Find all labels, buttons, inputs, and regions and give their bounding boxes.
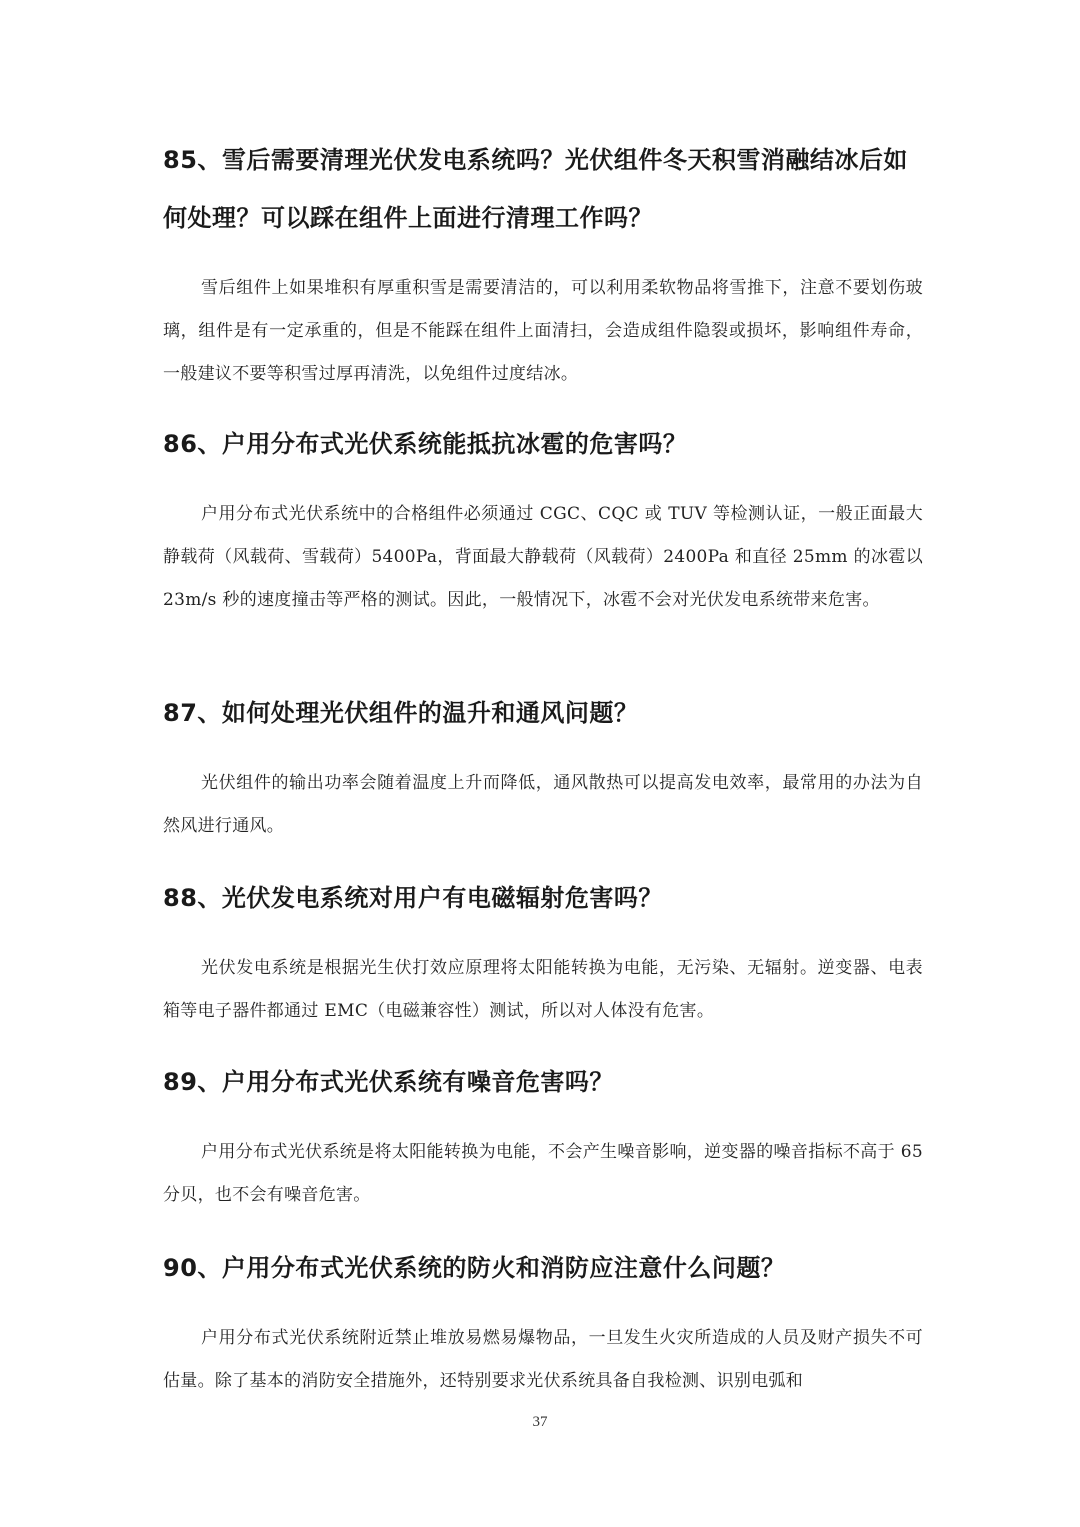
- question-89: 89、户用分布式光伏系统有噪音危害吗？: [163, 1068, 614, 1096]
- question-85: 85、雪后需要清理光伏发电系统吗？光伏组件冬天积雪消融结冰后如何处理？可以踩在组件上面进行清理工作吗？: [163, 146, 908, 232]
- section-88: [163, 869, 923, 1033]
- question-90: 90、户用分布式光伏系统的防火和消防应注意什么问题？: [163, 1254, 786, 1282]
- answer-86: 户用分布式光伏系统中的合格组件必须通过 CGC、CQC 或 TUV 等检测认证，一般正面最大静载荷（风载荷、雪载荷）5400Pa，背面最大静载荷（风载荷）2400Pa 和直径 25mm 的冰雹以 23m/s 秒的速度撞击等严格的测试。因此，一般情况下，冰雹不会对光伏发电系统带来危害。: [163, 504, 923, 610]
- answer-89: 户用分布式光伏系统是将太阳能转换为电能，不会产生噪音影响，逆变器的噪音指标不高于 65 分贝，也不会有噪音危害。: [163, 1142, 923, 1205]
- answer-90: 户用分布式光伏系统附近禁止堆放易燃易爆物品，一旦发生火灾所造成的人员及财产损失不可估量。除了基本的消防安全措施外，还特别要求光伏系统具备自我检测、识别电弧和: [163, 1328, 923, 1391]
- question-87: 87、如何处理光伏组件的温升和通风问题？: [163, 699, 639, 727]
- section-89: [163, 1053, 923, 1217]
- question-88: 88、光伏发电系统对用户有电磁辐射危害吗？: [163, 884, 663, 912]
- answer-85: 雪后组件上如果堆积有厚重积雪是需要清洁的，可以利用柔软物品将雪推下，注意不要划伤玻璃，组件是有一定承重的，但是不能踩在组件上面清扫，会造成组件隐裂或损坏，影响组件寿命，一般建议不要等积雪过厚再清洗，以免组件过度结冰。: [163, 278, 923, 384]
- answer-87: 光伏组件的输出功率会随着温度上升而降低，通风散热可以提高发电效率，最常用的办法为自然风进行通风。: [163, 773, 923, 836]
- answer-88: 光伏发电系统是根据光生伏打效应原理将太阳能转换为电能，无污染、无辐射。逆变器、电表箱等电子器件都通过 EMC（电磁兼容性）测试，所以对人体没有危害。: [163, 958, 923, 1021]
- section-90: [163, 1239, 923, 1403]
- section-86: [163, 415, 923, 622]
- section-85: [163, 131, 923, 396]
- question-86: 86、户用分布式光伏系统能抵抗冰雹的危害吗？: [163, 430, 688, 458]
- section-87: [163, 684, 923, 848]
- page-number: 37: [532, 1414, 548, 1430]
